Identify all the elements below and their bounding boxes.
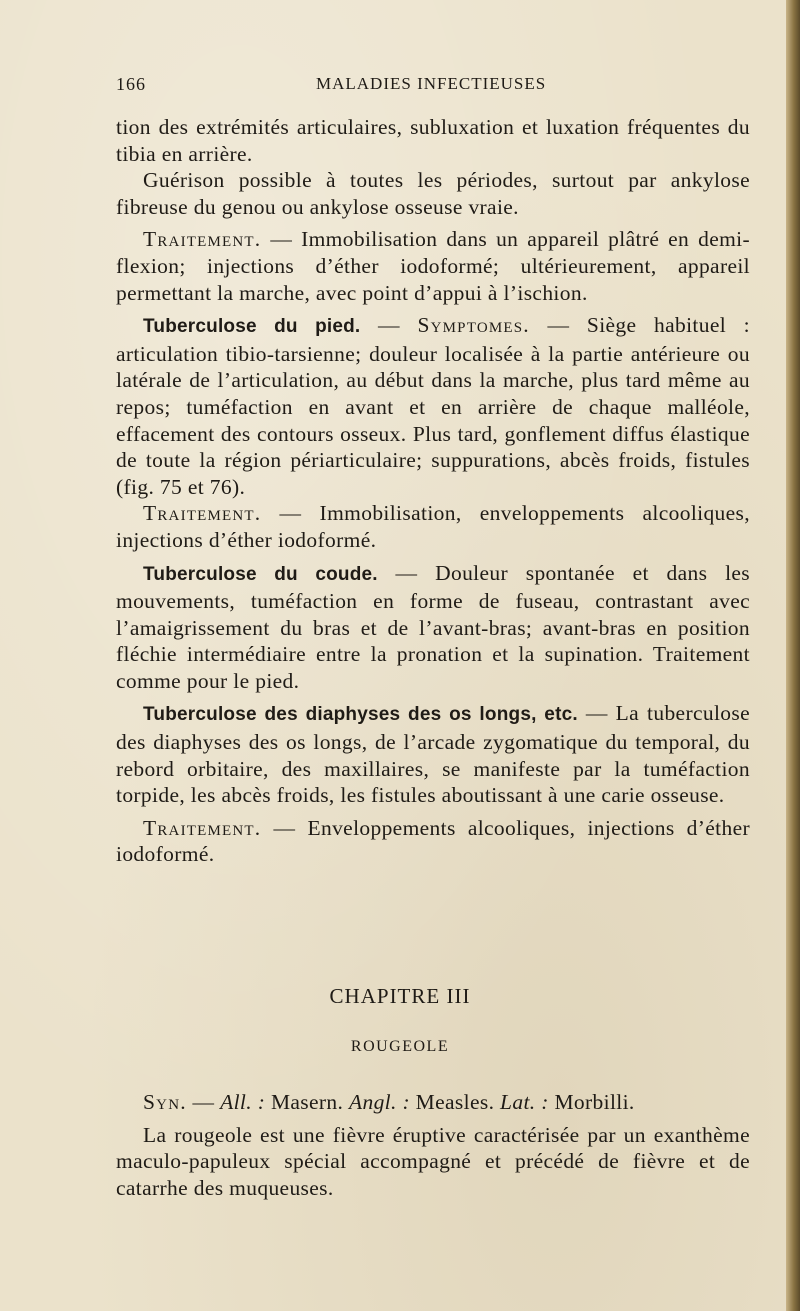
traitement-label: Traitement. xyxy=(143,815,262,840)
symptomes-label: Symptomes. xyxy=(417,313,530,338)
paragraph-tuberculose-pied xyxy=(116,312,750,500)
paragraph-continuation xyxy=(116,114,750,167)
paragraph-traitement-genou xyxy=(116,226,750,306)
paragraph-guerison xyxy=(116,167,750,220)
running-head xyxy=(116,74,750,98)
syn-all-value: Masern. xyxy=(265,1090,349,1114)
traitement-label: Traitement. xyxy=(143,501,262,526)
paragraph-text: — Immobilisation dans un appareil plâtré en demi-flexion; injections d’éther iodoformé; ultérieurement, appareil permettant la marche, avec point d’appui à l’ischion. xyxy=(116,227,750,305)
paragraph-synonymes xyxy=(116,1089,750,1116)
paragraph-tuberculose-coude xyxy=(116,560,750,695)
chapter-title: CHAPITRE III xyxy=(329,984,471,1008)
section-heading: Tuberculose du pied. xyxy=(143,316,361,338)
paragraph-traitement-diaphyses xyxy=(116,815,750,868)
traitement-label: Traitement. xyxy=(143,227,262,252)
syn-angl-value: Measles. xyxy=(409,1090,501,1114)
chapter-subtitle: ROUGEOLE xyxy=(350,1038,450,1055)
paragraph-traitement-pied xyxy=(116,500,750,553)
body-text-rougeole xyxy=(116,1089,750,1201)
page-edge xyxy=(786,0,800,1311)
syn-all-label: All. : xyxy=(220,1090,266,1114)
syn-angl-label: Angl. : xyxy=(348,1090,410,1114)
paragraph-text: — Enveloppements alcooliques, injections d’éther iodoformé. xyxy=(116,815,750,867)
paragraph-text: — La tuberculose des diaphyses des os longs, de l’arcade zygomatique du temporal, du rebord orbitaire, des maxillaires, se manifeste par la tuméfaction torpide, les abcès froids, les fistules aboutissant à une carie osseuse. xyxy=(116,701,750,808)
syn-label: Syn. xyxy=(143,1090,187,1114)
paragraph-text: — Douleur spontanée et dans les mouvements, tuméfaction en forme de fuseau, contrastant avec l’amaigrissement du bras et de l’avant-bras; avant-bras en position fléchie intermédiaire entre la pronation et la supination. Traitement comme pour le pied. xyxy=(116,560,750,693)
paragraph-text: Guérison possible à toutes les périodes, surtout par ankylose fibreuse du genou ou ankylose osseuse vraie. xyxy=(116,168,750,219)
paragraph-definition-rougeole xyxy=(116,1122,750,1202)
section-heading: Tuberculose du coude. xyxy=(143,563,378,585)
paragraph-tuberculose-diaphyses xyxy=(116,700,750,808)
syn-lat-value: Morbilli. xyxy=(548,1090,635,1114)
paragraph-text: — Immobilisation, enveloppements alcooliques, injections d’éther iodoformé. xyxy=(116,501,750,552)
section-heading: Tuberculose des diaphyses des os longs, etc. xyxy=(143,704,578,726)
page-number: 166 xyxy=(116,74,146,94)
paragraph-text: tion des extrémités articulaires, subluxation et luxation fréquentes du tibia en arrière. xyxy=(116,115,750,166)
running-title: MALADIES INFECTIEUSES xyxy=(316,74,547,93)
syn-lat-label: Lat. : xyxy=(500,1090,549,1114)
paragraph-text: — Siège habituel : articulation tibio-tarsienne; douleur localisée à la partie antérieure ou latérale de l’articulation, au début dans la marche, plus tard même au repos; tuméfaction en avant et en arrière de chaque malléole, effacement des contours osseux. Plus tard, gonflement diffus élastique de toute la région périarticulaire; suppurations, abcès froids, fistules (fig. 75 et 76). xyxy=(116,313,750,499)
dash: — xyxy=(360,313,418,338)
body-text xyxy=(116,114,750,868)
paragraph-text: La rougeole est une fièvre éruptive caractérisée par un exanthème maculo-papuleux spécial accompagné et précédé de fièvre et de catarrhe des muqueuses. xyxy=(116,1122,750,1200)
dash: — xyxy=(186,1090,221,1114)
